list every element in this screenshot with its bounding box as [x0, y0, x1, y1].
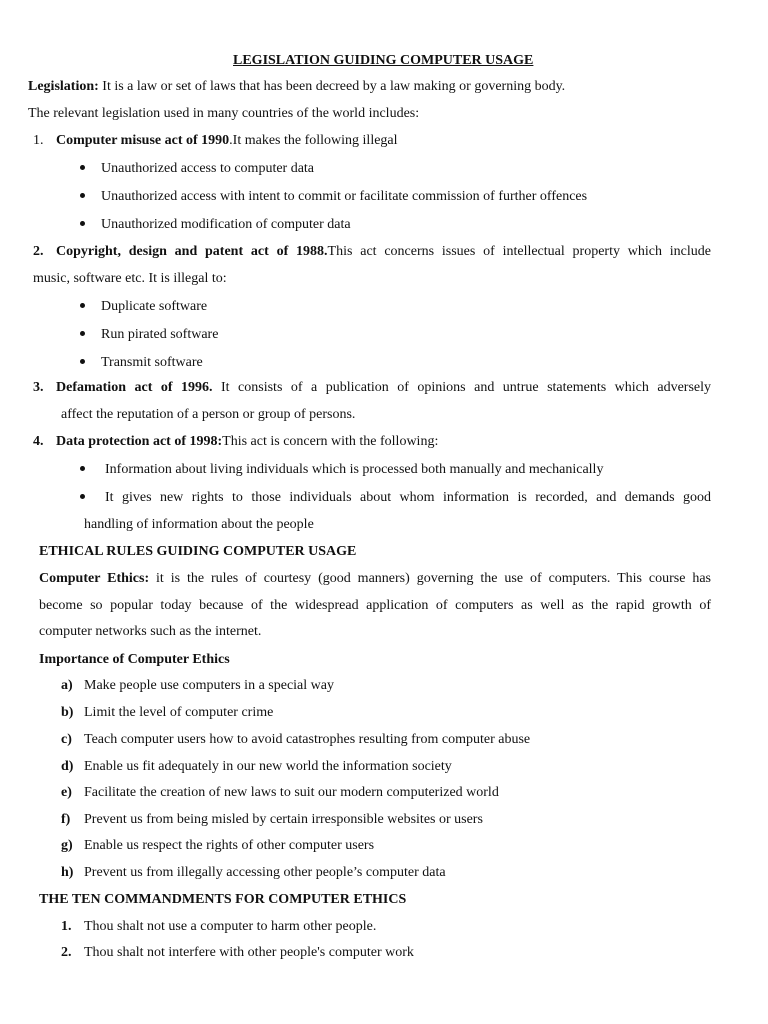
- act-2-bullet: Run pirated software: [101, 327, 219, 342]
- legislation-text: It is a law or set of laws that has been decreed by a law making or governing body.: [98, 79, 566, 94]
- commandment-item: Thou shalt not use a computer to harm other people.: [84, 919, 377, 934]
- act-3-name: Defamation act of 1996.: [56, 380, 213, 395]
- bullet-icon: [80, 466, 85, 471]
- importance-item: Facilitate the creation of new laws to suit our modern computerized world: [84, 785, 499, 800]
- importance-item: Teach computer users how to avoid catastrophes resulting from computer abuse: [84, 732, 531, 747]
- bullet-icon: [80, 331, 85, 336]
- ethics-heading: ETHICAL RULES GUIDING COMPUTER USAGE: [39, 544, 357, 559]
- commandment-item: Thou shalt not interfere with other people's computer work: [84, 945, 414, 960]
- page-title: LEGISLATION GUIDING COMPUTER USAGE: [233, 53, 534, 68]
- act-1-heading: [56, 134, 398, 148]
- legislation-definition: [28, 80, 565, 94]
- act-4-bullet-cont: handling of information about the people: [84, 517, 314, 532]
- act-2-heading: [56, 245, 711, 259]
- act-2-name: Copyright, design and patent act of 1988.: [56, 244, 328, 259]
- ethics-definition-line2: become so popular today because of the widespread application of computers as well as the rapid growth of: [39, 598, 711, 613]
- act-4-heading: [56, 435, 438, 449]
- act-4-name: Data protection act of 1998:: [56, 434, 223, 449]
- importance-item: Enable us respect the rights of other computer users: [84, 838, 375, 853]
- act-3-heading: [56, 381, 711, 395]
- act-2-bullet: Transmit software: [101, 355, 203, 370]
- act-1-desc: .It makes the following illegal: [229, 133, 398, 148]
- act-2-desc: This act concerns issues of intellectual property which include: [327, 244, 711, 259]
- commandments-heading: THE TEN COMMANDMENTS FOR COMPUTER ETHICS: [39, 892, 407, 907]
- act-1-bullet: Unauthorized modification of computer data: [101, 217, 351, 232]
- act-3-desc-cont: affect the reputation of a person or group of persons.: [61, 407, 356, 422]
- act-1-number: 1.: [33, 133, 44, 148]
- importance-label: b): [61, 705, 74, 720]
- importance-label: a): [61, 678, 73, 693]
- act-4-number: 4.: [33, 434, 44, 449]
- ethics-definition-line3: computer networks such as the internet.: [39, 624, 262, 639]
- commandment-number: 2.: [61, 945, 72, 960]
- act-2-number: 2.: [33, 244, 44, 259]
- act-2-bullet: Duplicate software: [101, 299, 208, 314]
- importance-label: e): [61, 785, 72, 800]
- importance-item: Prevent us from illegally accessing other people’s computer data: [84, 865, 446, 880]
- act-1-bullet: Unauthorized access with intent to commit or facilitate commission of further offences: [101, 189, 588, 204]
- importance-label: f): [61, 812, 71, 827]
- ethics-definition: [39, 572, 711, 586]
- commandment-number: 1.: [61, 919, 72, 934]
- importance-item: Prevent us from being misled by certain irresponsible websites or users: [84, 812, 483, 827]
- bullet-icon: [80, 193, 85, 198]
- importance-heading: Importance of Computer Ethics: [39, 652, 230, 667]
- importance-label: g): [61, 838, 73, 853]
- act-2-desc-cont: music, software etc. It is illegal to:: [33, 271, 227, 286]
- act-4-desc: This act is concern with the following:: [222, 434, 439, 449]
- importance-label: c): [61, 732, 72, 747]
- ethics-term: Computer Ethics:: [39, 571, 150, 586]
- act-4-bullet: It gives new rights to those individuals about whom information is recorded, and demands good: [105, 490, 711, 505]
- legislation-term: Legislation:: [28, 79, 99, 94]
- act-3-desc: It consists of a publication of opinions and untrue statements which adversely: [212, 380, 712, 395]
- importance-label: h): [61, 865, 74, 880]
- importance-label: d): [61, 759, 74, 774]
- bullet-icon: [80, 359, 85, 364]
- intro-text: The relevant legislation used in many countries of the world includes:: [28, 106, 420, 121]
- importance-item: Make people use computers in a special way: [84, 678, 334, 693]
- act-4-bullet: Information about living individuals which is processed both manually and mechanically: [105, 462, 604, 477]
- act-3-number: 3.: [33, 380, 44, 395]
- act-1-bullet: Unauthorized access to computer data: [101, 161, 315, 176]
- bullet-icon: [80, 303, 85, 308]
- importance-item: Enable us fit adequately in our new world the information society: [84, 759, 452, 774]
- bullet-icon: [80, 221, 85, 226]
- act-1-name: Computer misuse act of 1990: [56, 133, 230, 148]
- ethics-text: it is the rules of courtesy (good manners) governing the use of computers. This course has: [149, 571, 711, 586]
- importance-item: Limit the level of computer crime: [84, 705, 274, 720]
- bullet-icon: [80, 165, 85, 170]
- bullet-icon: [80, 494, 85, 499]
